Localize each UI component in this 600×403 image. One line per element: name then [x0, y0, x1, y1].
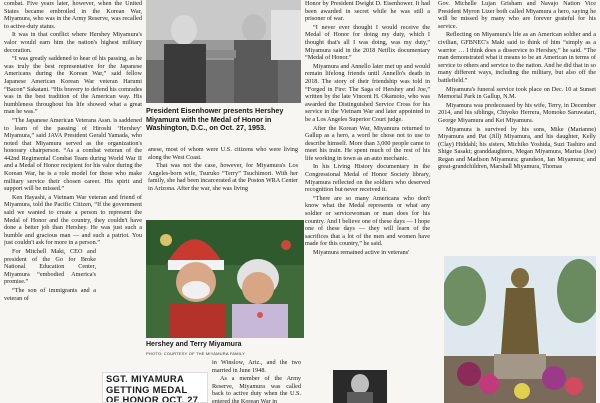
photo-caption: Hershey and Terry Miyamura [146, 341, 242, 348]
paragraph: Ken Hayashi, a Vietnam War veteran and friend of Miyamura, told the Pacific Citizen, “If the government said we wanted to create a person to represent the Medal of Honor and the country, they couldn't have done a better job than Hershey. He was just such a humble and gracious man — and such a patriot. You just couldn't ask for more in a person.” [4, 193, 142, 247]
paragraph: “I was greatly saddened to hear of his passing, as he was truly the best representative for the Japanese Americans during the Korean War,” said fellow Japanese American Korean War veteran Harumi “Bacon” Sakatani. “His bravery to defend his comrades was in the best tradition of the American way. His humbleness throughout his life showed what a great man he was.” [4, 55, 142, 116]
clipping-headline: GETTING MEDAL [106, 383, 188, 395]
paragraph: After the Korean War, Miyamura returned to Gallup as a hero, a word he chose not to use to describe himself. More than 3,000 people came to meet his train. He spent much of the rest of his life working in town as an auto mechanic. [305, 124, 430, 162]
paragraph: “I never ever thought I would receive the Medal of Honor for doing my duty, which I thought that's all I was doing, was my duty,” Miyamura said in the 2018 Netflix documentary “Medal of Honor.” [305, 23, 430, 62]
article-column-2-tail [212, 359, 301, 403]
portrait-photo [333, 370, 387, 403]
paragraph: Gov. Michelle Lujan Grisham and Navajo Nation Vice President Myron Lizer both called Miyamura a hero, saying he will be missed by many who are forever grateful for his service. [438, 0, 596, 30]
article-column-1 [4, 0, 142, 403]
paragraph: Miyamura is survived by his sons, Mike (Marianne) Miyamura and Pat (Jill) Miyamura, and his daughter, Kelly (Clay) Hiddahl; his sisters, Michiko Yoshida, Suzi Tashiro and Shige Sasaki; granddaughters, Megan Miyamura, Marisa (Joe) Regan and Madison Miyamura; grandson, Ian Miyamura; and great-grandchildren, Marshall Miyamura, Thomas [438, 125, 596, 171]
paragraph: Reflecting on Miyamura's life as an American soldier and a civilian, GFBNEC's Maki said to think of him “simply as a warrior … I think does a disservice to Hershey,” he said. “The man demonstrated what it means to be an American in terms of service to others and service to the nation. And he did that in so many different ways, including the military, but also off the battlefield.” [438, 31, 596, 84]
paragraph: It was in that conflict where Hershey Miyamura's valor would earn him the nation's highest military decoration. [4, 31, 142, 54]
paragraph: Miyamura remained active in veterans' [313, 249, 410, 256]
paragraph: “The Japanese American Veterans Assn. is saddened to learn of the passing of Hiroshi ‘Hershey’ Miyamura,” said JAVA President Gerald Yamada, who noted that Miyamura served as the organization's honorary chairperson. “As a combat veteran of the 442nd Regimental Combat Team during World War II and a Medal of Honor recipient for his valor during the Korean War, he is a role model for those who make military service their chosen career. His spirit and support will be missed.” [4, 116, 142, 193]
paragraph: combat. Five years later, however, when the United States became embroiled in the Korean War, Miyamura, who was in the Army Reserve, was recalled to active-duty status. [4, 0, 142, 30]
newspaper-clipping [102, 372, 208, 403]
clipping-headline: OF HONOR OCT. 27 [106, 394, 199, 403]
paragraph: Miyamura's funeral service took place on Dec. 10 at Sunset Memorial Park in Gallup, N.M. [438, 85, 596, 101]
clipping-headline: SGT. MIYAMURA [106, 373, 185, 384]
photo-credit: PHOTO: COURTESY OF THE MIYAMURA FAMILY [146, 351, 245, 356]
paragraph: Miyamura and Annello later met up and would remain lifelong friends until Annello's death in 2018. The story of their friendship was told in “Forged in Fire: The Saga of Hershey and Joe,” written by the late Vincent H. Okamoto, who was awarded the Distinguished Service Cross for his service in the Vietnam War and later appointed to be a Los Angeles Superior Court judge. [305, 62, 430, 123]
paragraph: As a member of the Army Reserve, Miyamura was called back to active duty when the U.S. entered the Korean War in [212, 375, 301, 403]
paragraph: Miyamura was predeceased by his wife, Terry, in December 2014, and his siblings, Chiyoko Herrera, Momoko Saruwatari, George Miyamura and Kei Miyamura. [438, 101, 596, 124]
paragraph: anese, most of whom were U.S. citizens who were living along the West Coast. [148, 146, 298, 161]
paragraph: In his Living History documentary in the Congressional Medal of Honor Society library, Miyamura reflected on the soldiers who deserved recognition but never received it. [305, 163, 430, 194]
article-column-2 [148, 146, 298, 220]
article-column-3 [305, 0, 430, 403]
paragraph: “The son of immigrants and a veteran of [4, 286, 96, 302]
paragraph: Honor by President Dwight D. Eisenhower. It had been awarded in secret while he was still a prisoner of war. [305, 0, 430, 23]
couple-photo [146, 220, 304, 338]
paragraph: in Winslow, Ariz., and the two married in June 1948. [212, 359, 301, 374]
paragraph: “There are so many Americans who don't know what the Medal represents or what any soldier or servicewoman or man does for his country. And I believe one of these days — I hope one of these days — they will learn of the sacrifices that a lot of the men and women have made for this country,” he said. [305, 194, 430, 248]
article-column-4 [438, 0, 596, 255]
paragraph: That was not the case, however, for Miyamura's Los Angeles-born wife, Tsuruko “Terry” Tsuchimori. With her family, she had been incarcerated at the Poston WRA Center in Arizona. After the war, she was living [148, 162, 298, 192]
eisenhower-photo [146, 0, 301, 103]
photo-caption: President Eisenhower presents Hershey Miyamura with the Medal of Honor in Washington, D.C., on Oct. 27, 1953. [146, 106, 284, 133]
statue-memorial-photo [444, 256, 596, 403]
paragraph: For Mitchell Maki, CEO and president of the Go for Broke National Education Center, Miyamura “embodied America's promise.” [4, 248, 96, 286]
